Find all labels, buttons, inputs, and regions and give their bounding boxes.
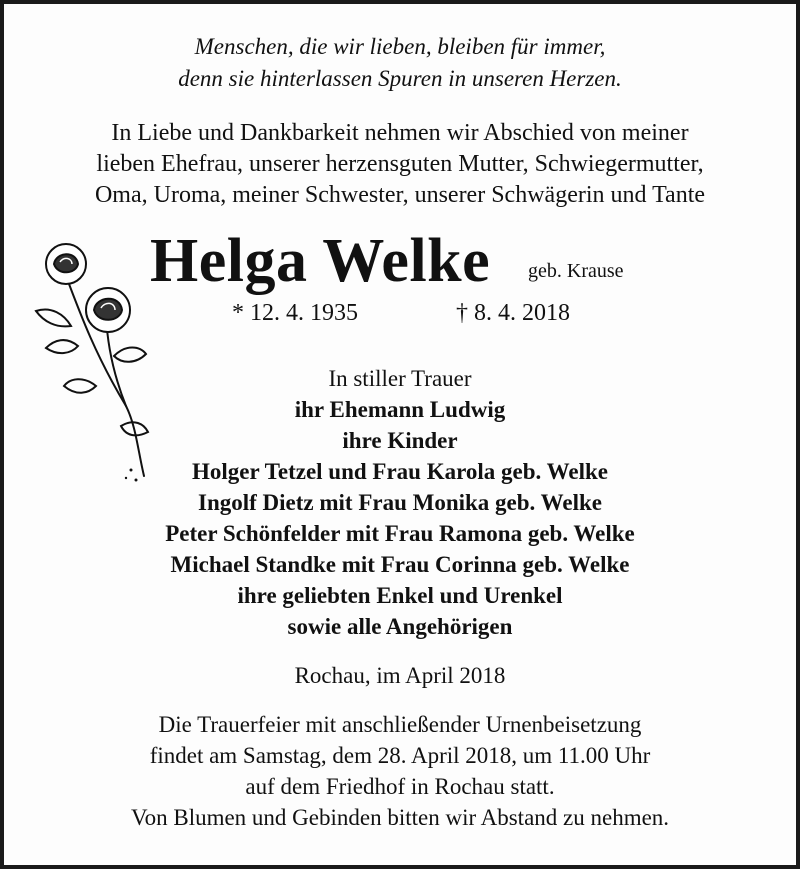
funeral-line-3: auf dem Friedhof in Rochau statt. [245, 774, 555, 799]
birth-date: * 12. 4. 1935 [232, 300, 358, 326]
mourner-line: Holger Tetzel und Frau Karola geb. Welke [192, 459, 608, 484]
motto-line-2: denn sie hinterlassen Spuren in unseren Herzen. [178, 66, 622, 91]
deceased-name: Helga Welke [150, 227, 491, 295]
mourner-line: ihre geliebten Enkel und Urenkel [237, 583, 563, 608]
mourner-line: Peter Schönfelder mit Frau Ramona geb. Welke [165, 521, 635, 546]
funeral-line-1: Die Trauerfeier mit anschließender Urnenbeisetzung [158, 712, 642, 737]
place-date: Rochau, im April 2018 [294, 663, 506, 688]
mourners-heading: In stiller Trauer [328, 366, 472, 391]
funeral-line-4: Von Blumen und Gebinden bitten wir Abstand zu nehmen. [130, 805, 670, 830]
mourner-line: Michael Standke mit Frau Corinna geb. Welke [170, 552, 630, 577]
death-date: † 8. 4. 2018 [456, 300, 570, 326]
intro-line-2: lieben Ehefrau, unserer herzensguten Mutter, Schwiegermutter, [96, 151, 704, 177]
mourner-line: sowie alle Angehörigen [287, 614, 513, 639]
intro-line-3: Oma, Uroma, meiner Schwester, unserer Schwägerin und Tante [94, 182, 706, 208]
birth-name: geb. Krause [528, 260, 624, 282]
funeral-line-2: findet am Samstag, dem 28. April 2018, um 11.00 Uhr [149, 743, 651, 768]
mourner-line: ihr Ehemann Ludwig [294, 397, 506, 422]
motto-line-1: Menschen, die wir lieben, bleiben für immer, [194, 34, 606, 59]
mourner-line: ihre Kinder [342, 428, 458, 453]
intro-line-1: In Liebe und Dankbarkeit nehmen wir Abschied von meiner [111, 120, 689, 146]
mourner-line: Ingolf Dietz mit Frau Monika geb. Welke [198, 490, 602, 515]
